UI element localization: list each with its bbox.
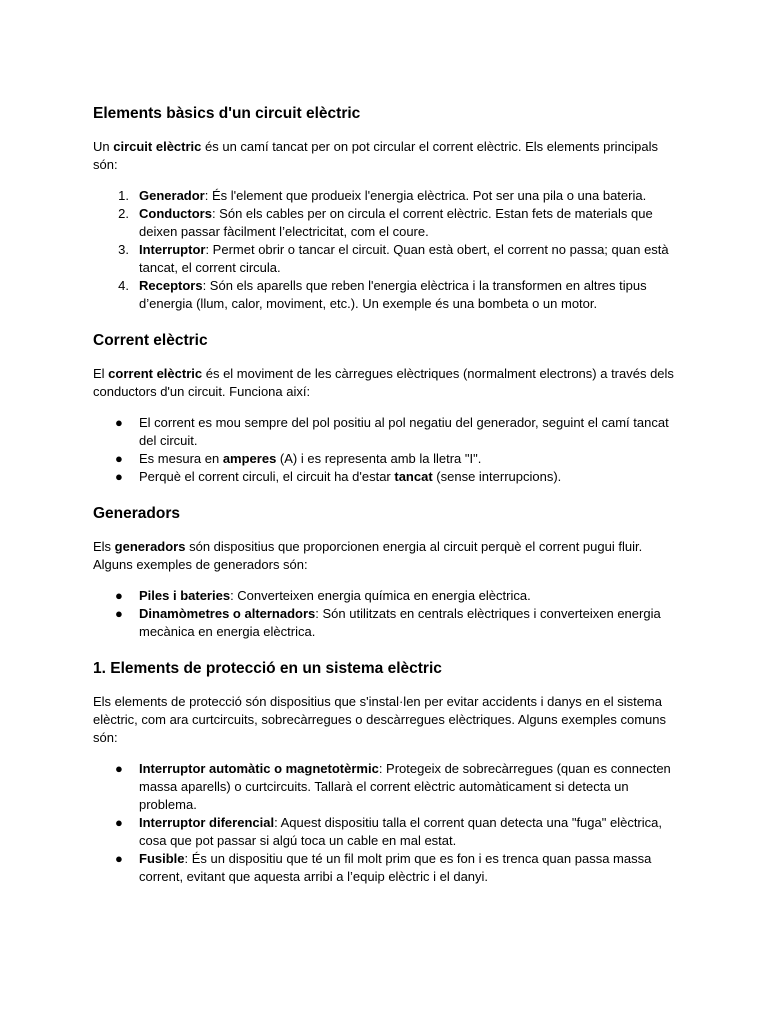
section-intro [93, 693, 683, 747]
item-text: : Són els cables per on circula el corrent elèctric. Estan fets de materials que deixen passar fàcilment l’electricitat, com el coure. [139, 206, 653, 239]
item-text: : Protegeix de sobrecàrregues (quan es connecten massa aparells) o curtcircuits. Tallarà el corrent elèctric automàticament si detecta un problema. [139, 761, 671, 812]
item-term: Piles i bateries [139, 588, 231, 603]
item-text: Perquè el corrent circuli, el circuit ha d'estar [139, 469, 395, 484]
bullet-icon: ● [115, 588, 123, 603]
list-item [93, 814, 683, 850]
item-text: : És un dispositiu que té un fil molt prim que es fon i es trenca quan passa massa corrent, evitant que aquesta arribi a l’equip elèctric i el danyi. [139, 851, 652, 884]
bullet-icon: ● [115, 606, 123, 621]
section-heading: 1. Elements de protecció en un sistema elèctric [93, 660, 442, 677]
item-text: El corrent es mou sempre del pol positiu al pol negatiu del generador, seguint el camí tancat del circuit. [139, 415, 669, 448]
section-generators [93, 504, 683, 641]
intro-text: Els elements de protecció són dispositius que s'instal·len per evitar accidents i danys en el sistema elèctric, com ara curtcircuits, sobrecàrregues o descàrregues elèctriques. Alguns exemples comuns són: [93, 694, 666, 745]
section-circuit-elements [93, 104, 683, 313]
list-item [93, 850, 683, 886]
list-item [93, 468, 683, 486]
list-marker: 2. [118, 206, 129, 221]
item-text: : És l'element que produeix l'energia elèctrica. Pot ser una pila o una bateria. [204, 188, 647, 203]
list-marker: 4. [118, 278, 129, 293]
section-heading: Corrent elèctric [93, 332, 208, 349]
intro-bold: corrent elèctric [108, 366, 203, 381]
item-text: : Aquest dispositiu talla el corrent quan detecta una "fuga" elèctrica, cosa que pot passar si algú toca un cable en mal estat. [139, 815, 662, 848]
intro-bold: circuit elèctric [113, 139, 202, 154]
intro-text: és un camí tancat per on pot circular el corrent elèctric. Els elements principals són: [93, 139, 659, 172]
bullet-icon: ● [115, 815, 123, 830]
section-heading: Generadors [93, 505, 181, 522]
section-electric-current [93, 331, 683, 486]
item-text: (sense interrupcions). [432, 469, 562, 484]
list-item [93, 605, 683, 641]
item-term: Receptors [139, 278, 203, 293]
item-text: (A) i es representa amb la lletra "I". [276, 451, 482, 466]
list-item [93, 205, 683, 241]
item-text: : Converteixen energia química en energia elèctrica. [230, 588, 531, 603]
intro-text: Els [93, 539, 115, 554]
list-item [93, 187, 683, 205]
list-item [93, 414, 683, 450]
section-intro [93, 538, 683, 574]
item-text: : Permet obrir o tancar el circuit. Quan està obert, el corrent no passa; quan està tancat, el corrent circula. [139, 242, 669, 275]
list-marker: 1. [118, 188, 129, 203]
item-term: Conductors [139, 206, 212, 221]
item-term: Dinamòmetres o alternadors [139, 606, 316, 621]
list-item [93, 277, 683, 313]
bullet-icon: ● [115, 451, 123, 466]
item-text: : Són els aparells que reben l'energia elèctrica i la transformen en altres tipus d’energia (llum, calor, moviment, etc.). Un exemple és una bombeta o un motor. [139, 278, 647, 311]
section-intro [93, 365, 683, 401]
bullet-list [93, 760, 683, 886]
intro-text: Un [93, 139, 114, 154]
item-term: Interruptor automàtic o magnetotèrmic [139, 761, 379, 776]
list-item [93, 760, 683, 814]
item-term: Fusible [139, 851, 185, 866]
item-text: : Són utilitzats en centrals elèctriques i converteixen energia mecànica en energia elèctrica. [139, 606, 661, 639]
document-body [93, 104, 683, 886]
bullet-icon: ● [115, 851, 123, 866]
item-text: Es mesura en [139, 451, 223, 466]
intro-text: El [93, 366, 109, 381]
section-intro [93, 138, 683, 174]
bullet-list [93, 414, 683, 486]
intro-text: són dispositius que proporcionen energia al circuit perquè el corrent pugui fluir. Alguns exemples de generadors són: [93, 539, 643, 572]
item-term: Generador [139, 188, 205, 203]
bullet-icon: ● [115, 761, 123, 776]
item-term: Interruptor [139, 242, 206, 257]
list-item [93, 587, 683, 605]
ordered-list [93, 187, 683, 313]
item-term: Interruptor diferencial [139, 815, 275, 830]
list-item [93, 241, 683, 277]
bullet-list [93, 587, 683, 641]
list-marker: 3. [118, 242, 129, 257]
section-heading: Elements bàsics d'un circuit elèctric [93, 105, 361, 122]
list-item [93, 450, 683, 468]
intro-bold: generadors [114, 539, 186, 554]
section-protection-elements [93, 659, 683, 886]
item-term: amperes [222, 451, 277, 466]
item-term: tancat [394, 469, 433, 484]
bullet-icon: ● [115, 469, 123, 484]
intro-text: és el moviment de les càrregues elèctriques (normalment electrons) a través dels conductors d'un circuit. Funciona així: [93, 366, 674, 399]
bullet-icon: ● [115, 415, 123, 430]
